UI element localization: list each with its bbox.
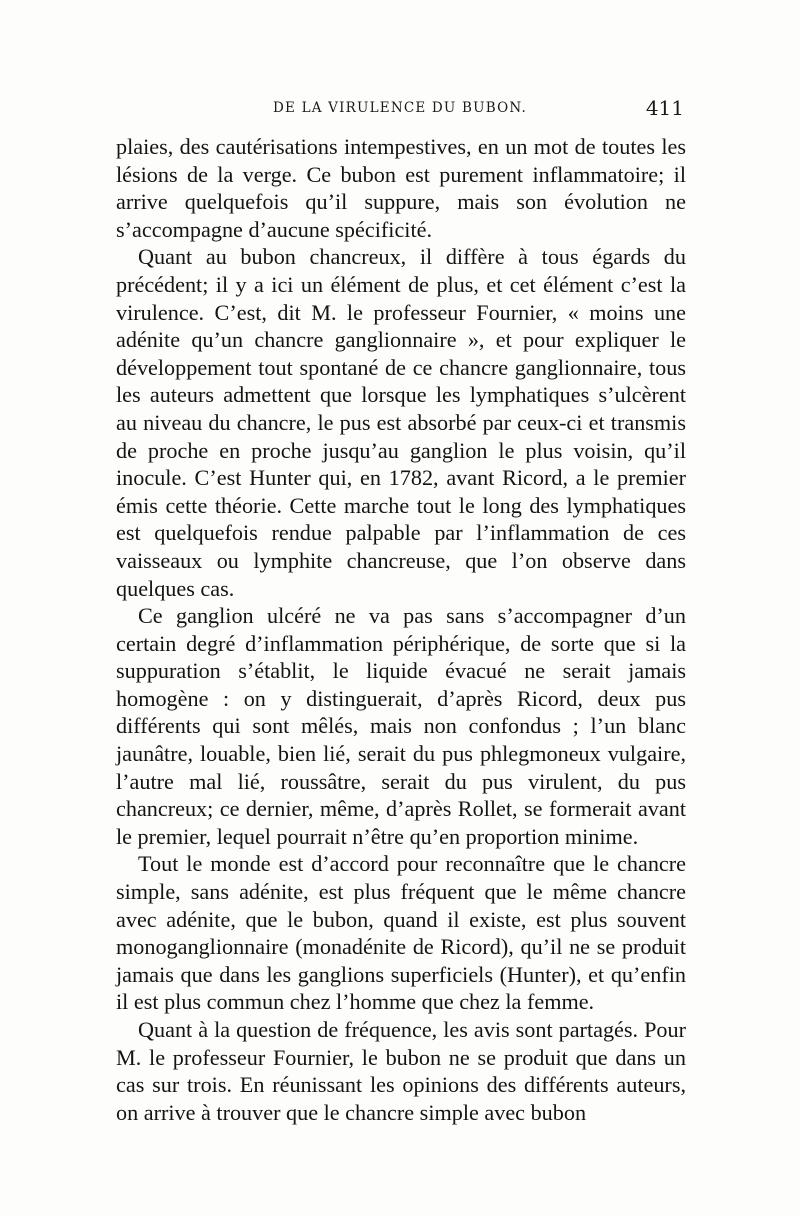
running-title: DE LA VIRULENCE DU BUBON. (273, 100, 527, 116)
running-head (116, 96, 684, 126)
paragraph-5: Quant à la question de fréquence, les avis sont partagés. Pour M. le professeur Fournier, le bubon ne se produit que dans un cas sur trois. En réunissant les opinions des différents auteurs, on arrive à trouver que le chancre simple avec bubon (116, 1017, 686, 1125)
page-number: 411 (645, 96, 684, 120)
paragraph-4: Tout le monde est d’accord pour reconnaître que le chancre simple, sans adénite, est plus fréquent que le même chancre avec adénite, que le bubon, quand il existe, est plus souvent monoganglionnaire (monadénite de Ricord), qu’il ne se produit jamais que dans les ganglions superficiels (Hunter), et qu’enfin il est plus commun chez l’homme que chez la femme. (116, 851, 686, 1015)
paragraph-2: Quant au bubon chancreux, il diffère à tous égards du précédent; il y a ici un élément de plus, et cet élément c’est la virulence. C’est, dit M. le professeur Fournier, « moins une adénite qu’un chancre ganglionnaire », et pour expliquer le développement tout spontané de ce chancre ganglionnaire, tous les auteurs admettent que lorsque les lymphatiques s’ulcèrent au niveau du chancre, le pus est absorbé par ceux-ci et transmis de proche en proche jusqu’au ganglion le plus voisin, qu’il inocule. C’est Hunter qui, en 1782, avant Ricord, a le premier émis cette théorie. Cette marche tout le long des lymphatiques est quelquefois rendue palpable par l’inflammation de ces vaisseaux ou lymphite chancreuse, que l’on observe dans quelques cas. (116, 244, 686, 601)
paragraph-3: Ce ganglion ulcéré ne va pas sans s’accompagner d’un certain degré d’inflammation périphérique, de sorte que si la suppuration s’établit, le liquide évacué ne serait jamais homogène : on y distinguerait, d’après Ricord, deux pus différents qui sont mêlés, mais non confondus ; l’un blanc jaunâtre, louable, bien lié, serait du pus phlegmoneux vulgaire, l’autre mal lié, roussâtre, serait du pus virulent, du pus chancreux; ce dernier, même, d’après Rollet, se formerait avant le premier, lequel pourrait n’être qu’en proportion minime. (116, 603, 686, 849)
paragraph-1: plaies, des cautérisations intempestives, en un mot de toutes les lésions de la verge. Ce bubon est purement inflammatoire; il arrive quelquefois qu’il suppure, mais son évolution ne s’accompagne d’aucune spécificité. (116, 134, 686, 242)
body-text (116, 133, 686, 1126)
